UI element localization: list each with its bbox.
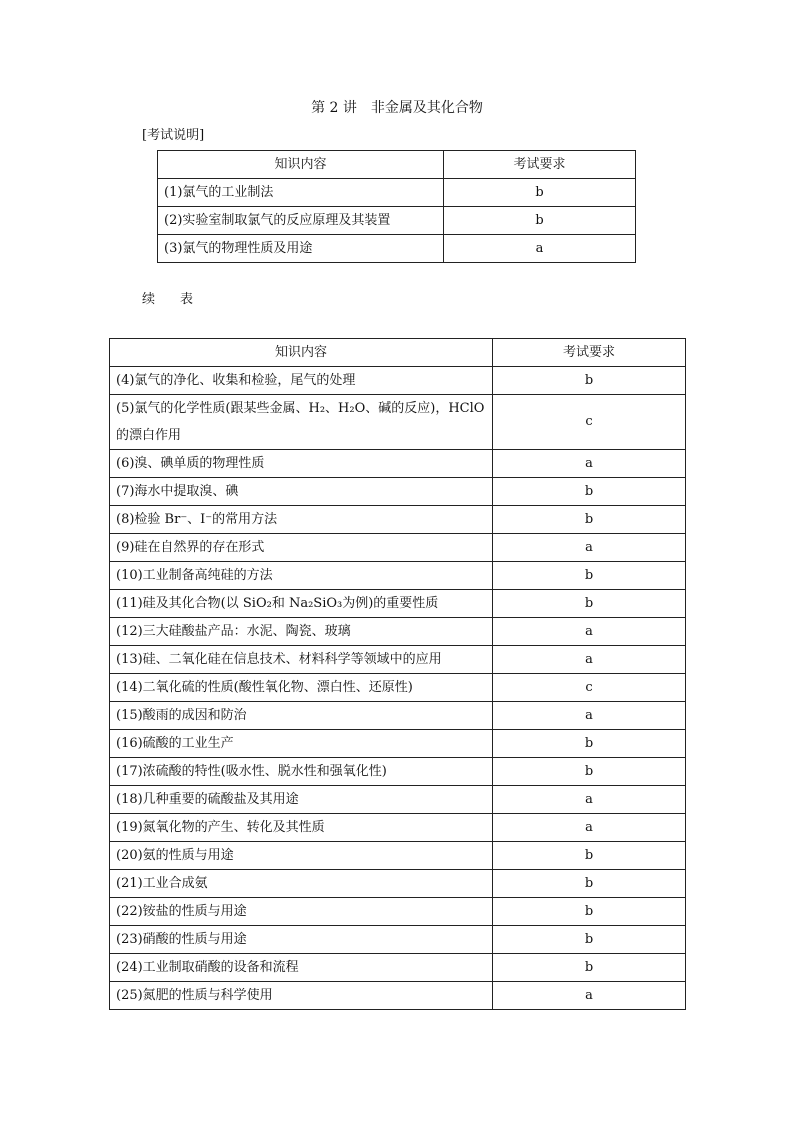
row-content: (2)实验室制取氯气的反应原理及其装置 bbox=[158, 207, 444, 235]
row-requirement: b bbox=[444, 207, 636, 235]
table-row bbox=[110, 982, 686, 1010]
row-requirement: a bbox=[444, 235, 636, 263]
row-content: (21)工业合成氨 bbox=[110, 870, 493, 898]
table-row bbox=[110, 395, 686, 450]
exam-requirements-table bbox=[157, 150, 636, 263]
table-row bbox=[110, 590, 686, 618]
row-requirement: b bbox=[493, 478, 686, 506]
row-requirement: b bbox=[493, 842, 686, 870]
table-row bbox=[110, 478, 686, 506]
table-row bbox=[110, 786, 686, 814]
row-requirement: b bbox=[493, 954, 686, 982]
table-row bbox=[158, 179, 636, 207]
table-row bbox=[110, 758, 686, 786]
table-row bbox=[110, 702, 686, 730]
row-content: (6)溴、碘单质的物理性质 bbox=[110, 450, 493, 478]
table-row bbox=[110, 646, 686, 674]
row-content: (19)氮氧化物的产生、转化及其性质 bbox=[110, 814, 493, 842]
row-requirement: b bbox=[493, 870, 686, 898]
row-requirement: a bbox=[493, 450, 686, 478]
row-content: (25)氮肥的性质与科学使用 bbox=[110, 982, 493, 1010]
table-row bbox=[110, 506, 686, 534]
row-requirement: b bbox=[493, 590, 686, 618]
row-content: (16)硫酸的工业生产 bbox=[110, 730, 493, 758]
table-row bbox=[110, 674, 686, 702]
row-content: (4)氯气的净化、收集和检验，尾气的处理 bbox=[110, 367, 493, 395]
row-requirement: a bbox=[493, 814, 686, 842]
row-content: (22)铵盐的性质与用途 bbox=[110, 898, 493, 926]
row-content: (18)几种重要的硫酸盐及其用途 bbox=[110, 786, 493, 814]
table-row bbox=[110, 870, 686, 898]
row-content: (1)氯气的工业制法 bbox=[158, 179, 444, 207]
row-requirement: b bbox=[493, 730, 686, 758]
header-requirement: 考试要求 bbox=[493, 339, 686, 367]
table-row bbox=[110, 954, 686, 982]
table-row bbox=[110, 450, 686, 478]
row-content: (8)检验 Br⁻、I⁻的常用方法 bbox=[110, 506, 493, 534]
table-header-row bbox=[158, 151, 636, 179]
header-requirement: 考试要求 bbox=[444, 151, 636, 179]
section-label: [考试说明] bbox=[142, 128, 205, 143]
table-row bbox=[158, 207, 636, 235]
row-content: (14)二氧化硫的性质(酸性氧化物、漂白性、还原性) bbox=[110, 674, 493, 702]
header-content: 知识内容 bbox=[110, 339, 493, 367]
row-content: (9)硅在自然界的存在形式 bbox=[110, 534, 493, 562]
row-requirement: b bbox=[493, 506, 686, 534]
table-row bbox=[110, 562, 686, 590]
header-content: 知识内容 bbox=[158, 151, 444, 179]
table-row bbox=[110, 730, 686, 758]
page-title: 第 2 讲 非金属及其化合物 bbox=[311, 100, 483, 116]
row-content: (15)酸雨的成因和防治 bbox=[110, 702, 493, 730]
table-row bbox=[110, 926, 686, 954]
row-requirement: a bbox=[493, 702, 686, 730]
row-requirement: a bbox=[493, 982, 686, 1010]
row-requirement: c bbox=[493, 674, 686, 702]
row-content: (20)氨的性质与用途 bbox=[110, 842, 493, 870]
row-requirement: a bbox=[493, 618, 686, 646]
row-content: (3)氯气的物理性质及用途 bbox=[158, 235, 444, 263]
row-requirement: a bbox=[493, 786, 686, 814]
row-content: (17)浓硫酸的特性(吸水性、脱水性和强氧化性) bbox=[110, 758, 493, 786]
row-content: (12)三大硅酸盐产品：水泥、陶瓷、玻璃 bbox=[110, 618, 493, 646]
row-content: (11)硅及其化合物(以 SiO₂和 Na₂SiO₃为例)的重要性质 bbox=[110, 590, 493, 618]
continued-label: 续 表 bbox=[142, 292, 200, 307]
row-content: (23)硝酸的性质与用途 bbox=[110, 926, 493, 954]
row-requirement: b bbox=[444, 179, 636, 207]
row-content: (5)氯气的化学性质(跟某些金属、H₂、H₂O、碱的反应)，HClO的漂白作用 bbox=[110, 395, 493, 450]
row-requirement: b bbox=[493, 758, 686, 786]
row-requirement: a bbox=[493, 646, 686, 674]
table-header-row bbox=[110, 339, 686, 367]
row-requirement: a bbox=[493, 534, 686, 562]
row-content: (7)海水中提取溴、碘 bbox=[110, 478, 493, 506]
table-row bbox=[110, 898, 686, 926]
row-requirement: b bbox=[493, 562, 686, 590]
row-content: (10)工业制备高纯硅的方法 bbox=[110, 562, 493, 590]
exam-requirements-table-continued bbox=[109, 338, 686, 1010]
table-row bbox=[110, 814, 686, 842]
row-requirement: b bbox=[493, 367, 686, 395]
table-row bbox=[110, 367, 686, 395]
table-row bbox=[110, 534, 686, 562]
table-row bbox=[110, 842, 686, 870]
table-row bbox=[110, 618, 686, 646]
row-requirement: b bbox=[493, 898, 686, 926]
row-content: (24)工业制取硝酸的设备和流程 bbox=[110, 954, 493, 982]
row-requirement: b bbox=[493, 926, 686, 954]
row-content: (13)硅、二氧化硅在信息技术、材料科学等领域中的应用 bbox=[110, 646, 493, 674]
row-requirement: c bbox=[493, 395, 686, 450]
table-row bbox=[158, 235, 636, 263]
